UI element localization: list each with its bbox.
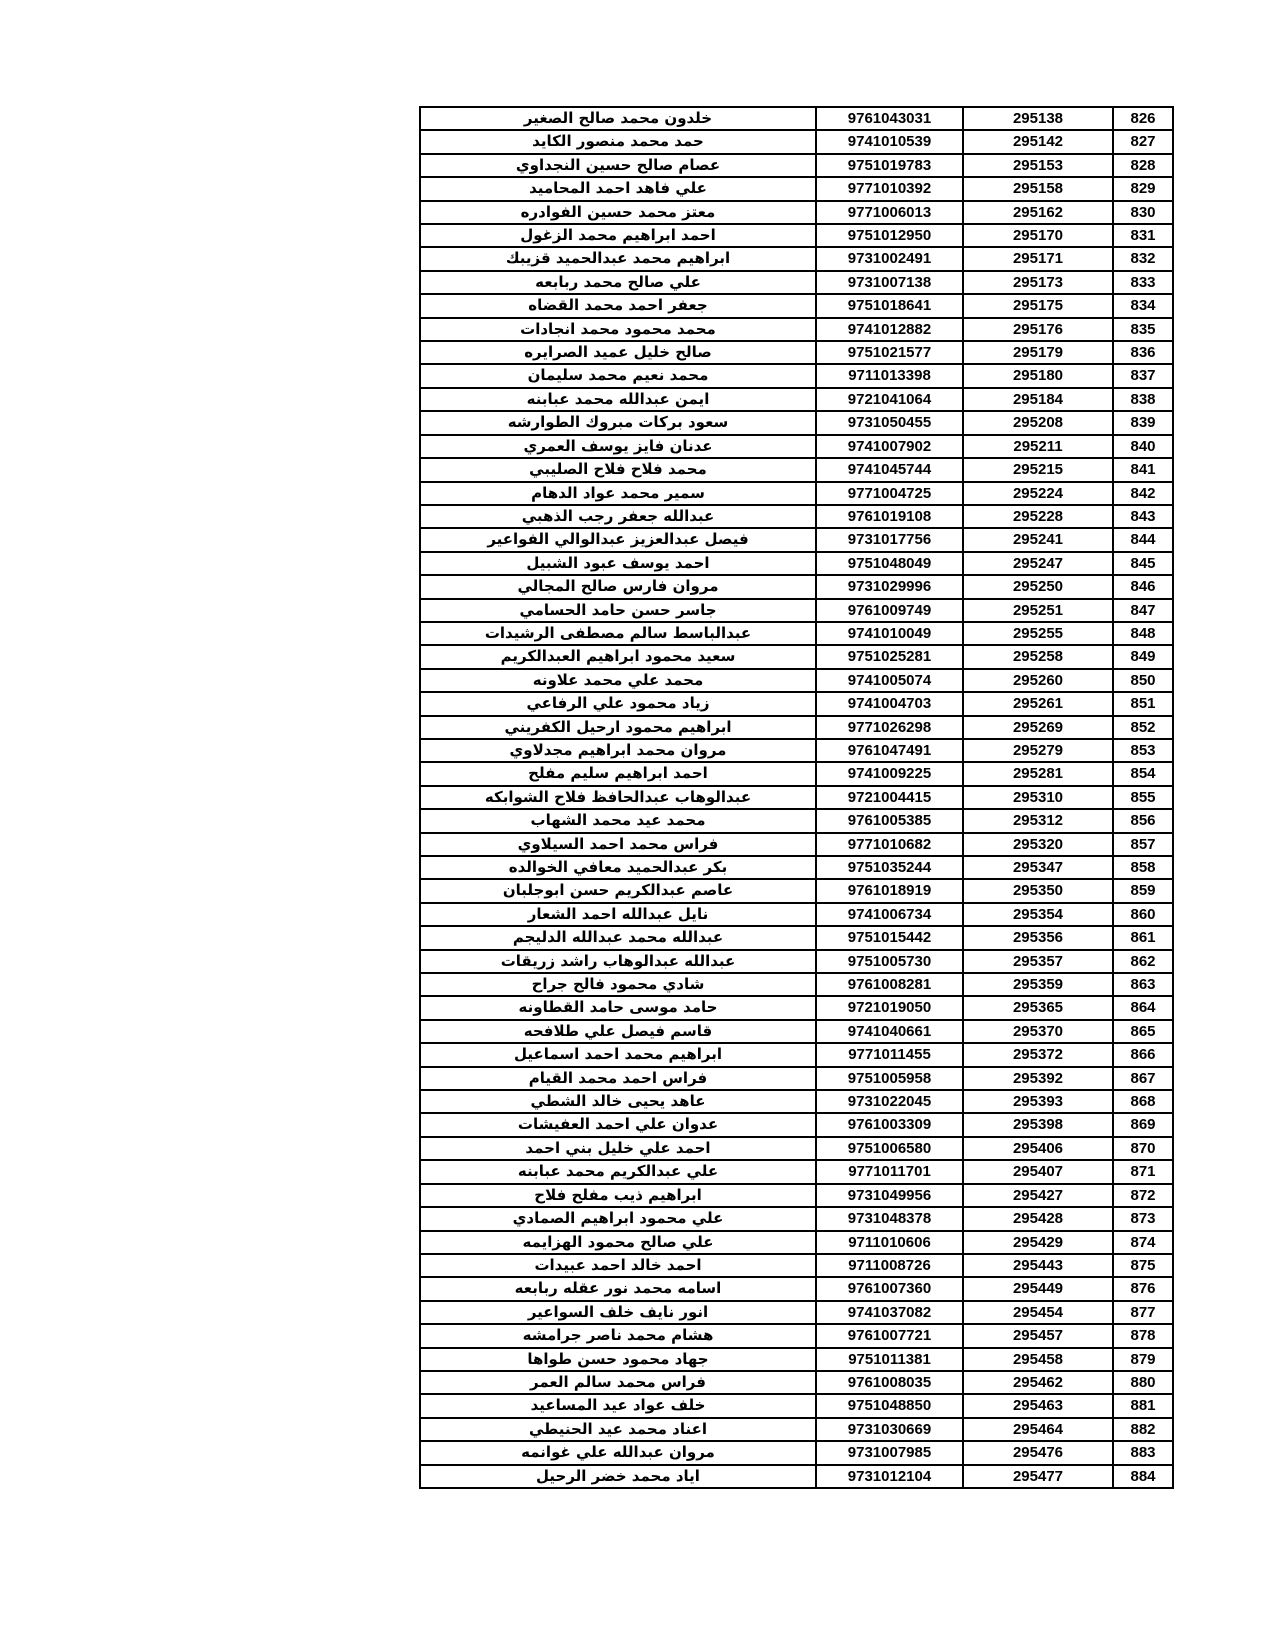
national-id-cell: 9771006013: [816, 201, 963, 224]
national-id-cell: 9741037082: [816, 1301, 963, 1324]
roster-table: [419, 106, 1174, 1489]
serial-cell: 295224: [963, 482, 1113, 505]
serial-cell: 295356: [963, 926, 1113, 949]
name-cell: علي فاهد احمد المحاميد: [420, 177, 816, 200]
national-id-cell: 9721019050: [816, 996, 963, 1019]
name-cell: ابراهيم محمد احمد اسماعيل: [420, 1043, 816, 1066]
table-row: [420, 1394, 1173, 1417]
serial-cell: 295347: [963, 856, 1113, 879]
serial-cell: 295477: [963, 1465, 1113, 1488]
index-cell: 838: [1113, 388, 1173, 411]
name-cell: جعفر احمد محمد القضاه: [420, 294, 816, 317]
national-id-cell: 9731022045: [816, 1090, 963, 1113]
table-row: [420, 1277, 1173, 1300]
national-id-cell: 9751018641: [816, 294, 963, 317]
serial-cell: 295357: [963, 950, 1113, 973]
index-cell: 865: [1113, 1020, 1173, 1043]
name-cell: عبدالله جعفر رجب الذهبي: [420, 505, 816, 528]
national-id-cell: 9771010682: [816, 833, 963, 856]
table-row: [420, 505, 1173, 528]
table-row: [420, 411, 1173, 434]
table-row: [420, 645, 1173, 668]
name-cell: ايمن عبدالله محمد عبابنه: [420, 388, 816, 411]
serial-cell: 295463: [963, 1394, 1113, 1417]
national-id-cell: 9761003309: [816, 1113, 963, 1136]
name-cell: مروان عبدالله علي غوانمه: [420, 1441, 816, 1464]
serial-cell: 295454: [963, 1301, 1113, 1324]
serial-cell: 295449: [963, 1277, 1113, 1300]
national-id-cell: 9771004725: [816, 482, 963, 505]
index-cell: 884: [1113, 1465, 1173, 1488]
index-cell: 846: [1113, 575, 1173, 598]
table-row: [420, 1184, 1173, 1207]
table-row: [420, 1043, 1173, 1066]
name-cell: ابراهيم محمود ارحيل الكفريني: [420, 716, 816, 739]
national-id-cell: 9751048850: [816, 1394, 963, 1417]
name-cell: عاصم عبدالكريم حسن ابوجلبان: [420, 879, 816, 902]
serial-cell: 295398: [963, 1113, 1113, 1136]
serial-cell: 295208: [963, 411, 1113, 434]
name-cell: عدنان فايز يوسف العمري: [420, 435, 816, 458]
table-row: [420, 552, 1173, 575]
national-id-cell: 9741004703: [816, 692, 963, 715]
serial-cell: 295312: [963, 809, 1113, 832]
serial-cell: 295281: [963, 762, 1113, 785]
name-cell: مروان محمد ابراهيم مجدلاوي: [420, 739, 816, 762]
index-cell: 852: [1113, 716, 1173, 739]
index-cell: 829: [1113, 177, 1173, 200]
index-cell: 827: [1113, 130, 1173, 153]
name-cell: فراس محمد احمد السيلاوي: [420, 833, 816, 856]
table-row: [420, 318, 1173, 341]
national-id-cell: 9721041064: [816, 388, 963, 411]
serial-cell: 295179: [963, 341, 1113, 364]
name-cell: قاسم فيصل علي طلافحه: [420, 1020, 816, 1043]
name-cell: صالح خليل عميد الصرايره: [420, 341, 816, 364]
national-id-cell: 9711013398: [816, 364, 963, 387]
national-id-cell: 9731007138: [816, 271, 963, 294]
table-row: [420, 341, 1173, 364]
name-cell: احمد علي خليل بني احمد: [420, 1137, 816, 1160]
index-cell: 854: [1113, 762, 1173, 785]
index-cell: 875: [1113, 1254, 1173, 1277]
serial-cell: 295407: [963, 1160, 1113, 1183]
serial-cell: 295476: [963, 1441, 1113, 1464]
index-cell: 839: [1113, 411, 1173, 434]
table-row: [420, 903, 1173, 926]
national-id-cell: 9731007985: [816, 1441, 963, 1464]
national-id-cell: 9731048378: [816, 1207, 963, 1230]
serial-cell: 295211: [963, 435, 1113, 458]
name-cell: عاهد يحيى خالد الشطي: [420, 1090, 816, 1113]
table-row: [420, 528, 1173, 551]
table-row: [420, 435, 1173, 458]
national-id-cell: 9751019783: [816, 154, 963, 177]
table-row: [420, 575, 1173, 598]
index-cell: 872: [1113, 1184, 1173, 1207]
national-id-cell: 9751015442: [816, 926, 963, 949]
national-id-cell: 9761008281: [816, 973, 963, 996]
name-cell: احمد ابراهيم سليم مفلح: [420, 762, 816, 785]
name-cell: عبدالله عبدالوهاب راشد زريقات: [420, 950, 816, 973]
name-cell: علي محمود ابراهيم الصمادي: [420, 1207, 816, 1230]
index-cell: 834: [1113, 294, 1173, 317]
national-id-cell: 9761047491: [816, 739, 963, 762]
index-cell: 843: [1113, 505, 1173, 528]
index-cell: 844: [1113, 528, 1173, 551]
table-row: [420, 856, 1173, 879]
national-id-cell: 9741045744: [816, 458, 963, 481]
serial-cell: 295171: [963, 247, 1113, 270]
name-cell: فراس محمد سالم العمر: [420, 1371, 816, 1394]
serial-cell: 295153: [963, 154, 1113, 177]
national-id-cell: 9761019108: [816, 505, 963, 528]
index-cell: 876: [1113, 1277, 1173, 1300]
index-cell: 862: [1113, 950, 1173, 973]
name-cell: احمد خالد احمد عبيدات: [420, 1254, 816, 1277]
index-cell: 836: [1113, 341, 1173, 364]
serial-cell: 295142: [963, 130, 1113, 153]
table-row: [420, 786, 1173, 809]
name-cell: ابراهيم ذيب مفلح فلاح: [420, 1184, 816, 1207]
table-row: [420, 482, 1173, 505]
index-cell: 856: [1113, 809, 1173, 832]
serial-cell: 295162: [963, 201, 1113, 224]
name-cell: محمد نعيم محمد سليمان: [420, 364, 816, 387]
name-cell: فراس احمد محمد القيام: [420, 1067, 816, 1090]
index-cell: 882: [1113, 1418, 1173, 1441]
serial-cell: 295250: [963, 575, 1113, 598]
serial-cell: 295260: [963, 669, 1113, 692]
name-cell: محمد علي محمد علاونه: [420, 669, 816, 692]
index-cell: 847: [1113, 599, 1173, 622]
index-cell: 860: [1113, 903, 1173, 926]
table-row: [420, 1348, 1173, 1371]
national-id-cell: 9741009225: [816, 762, 963, 785]
national-id-cell: 9761018919: [816, 879, 963, 902]
index-cell: 845: [1113, 552, 1173, 575]
name-cell: اعناد محمد عيد الحنيطي: [420, 1418, 816, 1441]
national-id-cell: 9771011701: [816, 1160, 963, 1183]
serial-cell: 295247: [963, 552, 1113, 575]
serial-cell: 295464: [963, 1418, 1113, 1441]
index-cell: 879: [1113, 1348, 1173, 1371]
serial-cell: 295176: [963, 318, 1113, 341]
index-cell: 828: [1113, 154, 1173, 177]
national-id-cell: 9731030669: [816, 1418, 963, 1441]
serial-cell: 295241: [963, 528, 1113, 551]
serial-cell: 295184: [963, 388, 1113, 411]
table-row: [420, 177, 1173, 200]
serial-cell: 295251: [963, 599, 1113, 622]
table-row: [420, 364, 1173, 387]
name-cell: محمد فلاح فلاح الصليبي: [420, 458, 816, 481]
serial-cell: 295269: [963, 716, 1113, 739]
table-row: [420, 1324, 1173, 1347]
national-id-cell: 9721004415: [816, 786, 963, 809]
serial-cell: 295255: [963, 622, 1113, 645]
serial-cell: 295320: [963, 833, 1113, 856]
name-cell: عبدالباسط سالم مصطفى الرشيدات: [420, 622, 816, 645]
serial-cell: 295372: [963, 1043, 1113, 1066]
name-cell: عدوان علي احمد العفيشات: [420, 1113, 816, 1136]
name-cell: محمد محمود محمد انجادات: [420, 318, 816, 341]
national-id-cell: 9731012104: [816, 1465, 963, 1488]
index-cell: 861: [1113, 926, 1173, 949]
index-cell: 826: [1113, 107, 1173, 130]
name-cell: فيصل عبدالعزيز عبدالوالي الفواعير: [420, 528, 816, 551]
serial-cell: 295429: [963, 1231, 1113, 1254]
serial-cell: 295173: [963, 271, 1113, 294]
national-id-cell: 9751005958: [816, 1067, 963, 1090]
name-cell: سمير محمد عواد الدهام: [420, 482, 816, 505]
table-row: [420, 224, 1173, 247]
table-row: [420, 130, 1173, 153]
national-id-cell: 9731050455: [816, 411, 963, 434]
table-row: [420, 669, 1173, 692]
serial-cell: 295310: [963, 786, 1113, 809]
index-cell: 842: [1113, 482, 1173, 505]
name-cell: محمد عيد محمد الشهاب: [420, 809, 816, 832]
national-id-cell: 9771011455: [816, 1043, 963, 1066]
table-row: [420, 950, 1173, 973]
table-row: [420, 1418, 1173, 1441]
table-row: [420, 271, 1173, 294]
table-row: [420, 1160, 1173, 1183]
table-row: [420, 692, 1173, 715]
serial-cell: 295427: [963, 1184, 1113, 1207]
national-id-cell: 9731049956: [816, 1184, 963, 1207]
table-row: [420, 1231, 1173, 1254]
name-cell: احمد ابراهيم محمد الزغول: [420, 224, 816, 247]
table-row: [420, 458, 1173, 481]
national-id-cell: 9761007721: [816, 1324, 963, 1347]
name-cell: جهاد محمود حسن طواها: [420, 1348, 816, 1371]
index-cell: 883: [1113, 1441, 1173, 1464]
name-cell: سعيد محمود ابراهيم العبدالكريم: [420, 645, 816, 668]
national-id-cell: 9731017756: [816, 528, 963, 551]
index-cell: 833: [1113, 271, 1173, 294]
national-id-cell: 9731002491: [816, 247, 963, 270]
name-cell: شادي محمود فالح جراح: [420, 973, 816, 996]
name-cell: احمد يوسف عبود الشبيل: [420, 552, 816, 575]
table-row: [420, 247, 1173, 270]
national-id-cell: 9751005730: [816, 950, 963, 973]
serial-cell: 295258: [963, 645, 1113, 668]
index-cell: 835: [1113, 318, 1173, 341]
national-id-cell: 9741040661: [816, 1020, 963, 1043]
table-row: [420, 1067, 1173, 1090]
table-row: [420, 1020, 1173, 1043]
serial-cell: 295392: [963, 1067, 1113, 1090]
table-row: [420, 622, 1173, 645]
table-row: [420, 1207, 1173, 1230]
index-cell: 863: [1113, 973, 1173, 996]
national-id-cell: 9761005385: [816, 809, 963, 832]
serial-cell: 295370: [963, 1020, 1113, 1043]
index-cell: 851: [1113, 692, 1173, 715]
table-row: [420, 762, 1173, 785]
index-cell: 848: [1113, 622, 1173, 645]
table-row: [420, 1090, 1173, 1113]
name-cell: مروان فارس صالح المجالي: [420, 575, 816, 598]
index-cell: 853: [1113, 739, 1173, 762]
table-row: [420, 1371, 1173, 1394]
index-cell: 841: [1113, 458, 1173, 481]
table-row: [420, 973, 1173, 996]
table-row: [420, 1254, 1173, 1277]
table-row: [420, 1441, 1173, 1464]
national-id-cell: 9751025281: [816, 645, 963, 668]
national-id-cell: 9761007360: [816, 1277, 963, 1300]
table-row: [420, 716, 1173, 739]
name-cell: علي صالح محمود الهزايمه: [420, 1231, 816, 1254]
table-row: [420, 739, 1173, 762]
national-id-cell: 9741012882: [816, 318, 963, 341]
national-id-cell: 9741007902: [816, 435, 963, 458]
roster-table-body: [420, 107, 1173, 1488]
table-row: [420, 1113, 1173, 1136]
index-cell: 864: [1113, 996, 1173, 1019]
index-cell: 859: [1113, 879, 1173, 902]
serial-cell: 295261: [963, 692, 1113, 715]
serial-cell: 295428: [963, 1207, 1113, 1230]
national-id-cell: 9731029996: [816, 575, 963, 598]
index-cell: 840: [1113, 435, 1173, 458]
index-cell: 866: [1113, 1043, 1173, 1066]
national-id-cell: 9751011381: [816, 1348, 963, 1371]
table-row: [420, 294, 1173, 317]
name-cell: سعود بركات مبروك الطوارشه: [420, 411, 816, 434]
serial-cell: 295350: [963, 879, 1113, 902]
serial-cell: 295215: [963, 458, 1113, 481]
serial-cell: 295170: [963, 224, 1113, 247]
serial-cell: 295359: [963, 973, 1113, 996]
table-row: [420, 926, 1173, 949]
name-cell: خلف عواد عيد المساعيد: [420, 1394, 816, 1417]
name-cell: معتز محمد حسين الفوادره: [420, 201, 816, 224]
table-row: [420, 996, 1173, 1019]
serial-cell: 295228: [963, 505, 1113, 528]
index-cell: 830: [1113, 201, 1173, 224]
serial-cell: 295457: [963, 1324, 1113, 1347]
name-cell: اسامه محمد نور عقله ربابعه: [420, 1277, 816, 1300]
national-id-cell: 9741010539: [816, 130, 963, 153]
national-id-cell: 9711010606: [816, 1231, 963, 1254]
name-cell: علي صالح محمد ربابعه: [420, 271, 816, 294]
index-cell: 868: [1113, 1090, 1173, 1113]
national-id-cell: 9761009749: [816, 599, 963, 622]
table-row: [420, 1465, 1173, 1488]
serial-cell: 295393: [963, 1090, 1113, 1113]
name-cell: جاسر حسن حامد الحسامي: [420, 599, 816, 622]
index-cell: 849: [1113, 645, 1173, 668]
serial-cell: 295180: [963, 364, 1113, 387]
name-cell: ابراهيم محمد عبدالحميد قزيبك: [420, 247, 816, 270]
index-cell: 871: [1113, 1160, 1173, 1183]
index-cell: 831: [1113, 224, 1173, 247]
index-cell: 857: [1113, 833, 1173, 856]
serial-cell: 295354: [963, 903, 1113, 926]
national-id-cell: 9751021577: [816, 341, 963, 364]
national-id-cell: 9761008035: [816, 1371, 963, 1394]
index-cell: 850: [1113, 669, 1173, 692]
name-cell: اياد محمد خضر الرحيل: [420, 1465, 816, 1488]
national-id-cell: 9751006580: [816, 1137, 963, 1160]
serial-cell: 295406: [963, 1137, 1113, 1160]
index-cell: 880: [1113, 1371, 1173, 1394]
table-row: [420, 201, 1173, 224]
name-cell: زياد محمود علي الرفاعي: [420, 692, 816, 715]
national-id-cell: 9711008726: [816, 1254, 963, 1277]
index-cell: 855: [1113, 786, 1173, 809]
name-cell: خلدون محمد صالح الصغير: [420, 107, 816, 130]
national-id-cell: 9741006734: [816, 903, 963, 926]
national-id-cell: 9741010049: [816, 622, 963, 645]
serial-cell: 295279: [963, 739, 1113, 762]
table-row: [420, 1301, 1173, 1324]
index-cell: 874: [1113, 1231, 1173, 1254]
name-cell: عصام صالح حسين النجداوي: [420, 154, 816, 177]
serial-cell: 295365: [963, 996, 1113, 1019]
index-cell: 878: [1113, 1324, 1173, 1347]
name-cell: علي عبدالكريم محمد عبابنه: [420, 1160, 816, 1183]
table-row: [420, 107, 1173, 130]
table-row: [420, 154, 1173, 177]
name-cell: عبدالله محمد عبدالله الدليجم: [420, 926, 816, 949]
table-row: [420, 809, 1173, 832]
index-cell: 877: [1113, 1301, 1173, 1324]
table-row: [420, 1137, 1173, 1160]
national-id-cell: 9761043031: [816, 107, 963, 130]
index-cell: 873: [1113, 1207, 1173, 1230]
index-cell: 870: [1113, 1137, 1173, 1160]
name-cell: هشام محمد ناصر جرامشه: [420, 1324, 816, 1347]
national-id-cell: 9751035244: [816, 856, 963, 879]
name-cell: بكر عبدالحميد معافي الخوالده: [420, 856, 816, 879]
serial-cell: 295138: [963, 107, 1113, 130]
table-row: [420, 388, 1173, 411]
index-cell: 869: [1113, 1113, 1173, 1136]
table-row: [420, 833, 1173, 856]
index-cell: 858: [1113, 856, 1173, 879]
serial-cell: 295175: [963, 294, 1113, 317]
name-cell: عبدالوهاب عبدالحافظ فلاح الشوابكه: [420, 786, 816, 809]
name-cell: نايل عبدالله احمد الشعار: [420, 903, 816, 926]
index-cell: 867: [1113, 1067, 1173, 1090]
table-row: [420, 879, 1173, 902]
table-row: [420, 599, 1173, 622]
name-cell: حمد محمد منصور الكايد: [420, 130, 816, 153]
national-id-cell: 9741005074: [816, 669, 963, 692]
national-id-cell: 9751048049: [816, 552, 963, 575]
index-cell: 832: [1113, 247, 1173, 270]
name-cell: حامد موسى حامد القطاونه: [420, 996, 816, 1019]
serial-cell: 295458: [963, 1348, 1113, 1371]
index-cell: 837: [1113, 364, 1173, 387]
index-cell: 881: [1113, 1394, 1173, 1417]
serial-cell: 295462: [963, 1371, 1113, 1394]
national-id-cell: 9771026298: [816, 716, 963, 739]
national-id-cell: 9751012950: [816, 224, 963, 247]
national-id-cell: 9771010392: [816, 177, 963, 200]
serial-cell: 295158: [963, 177, 1113, 200]
serial-cell: 295443: [963, 1254, 1113, 1277]
name-cell: انور نايف خلف السواعير: [420, 1301, 816, 1324]
